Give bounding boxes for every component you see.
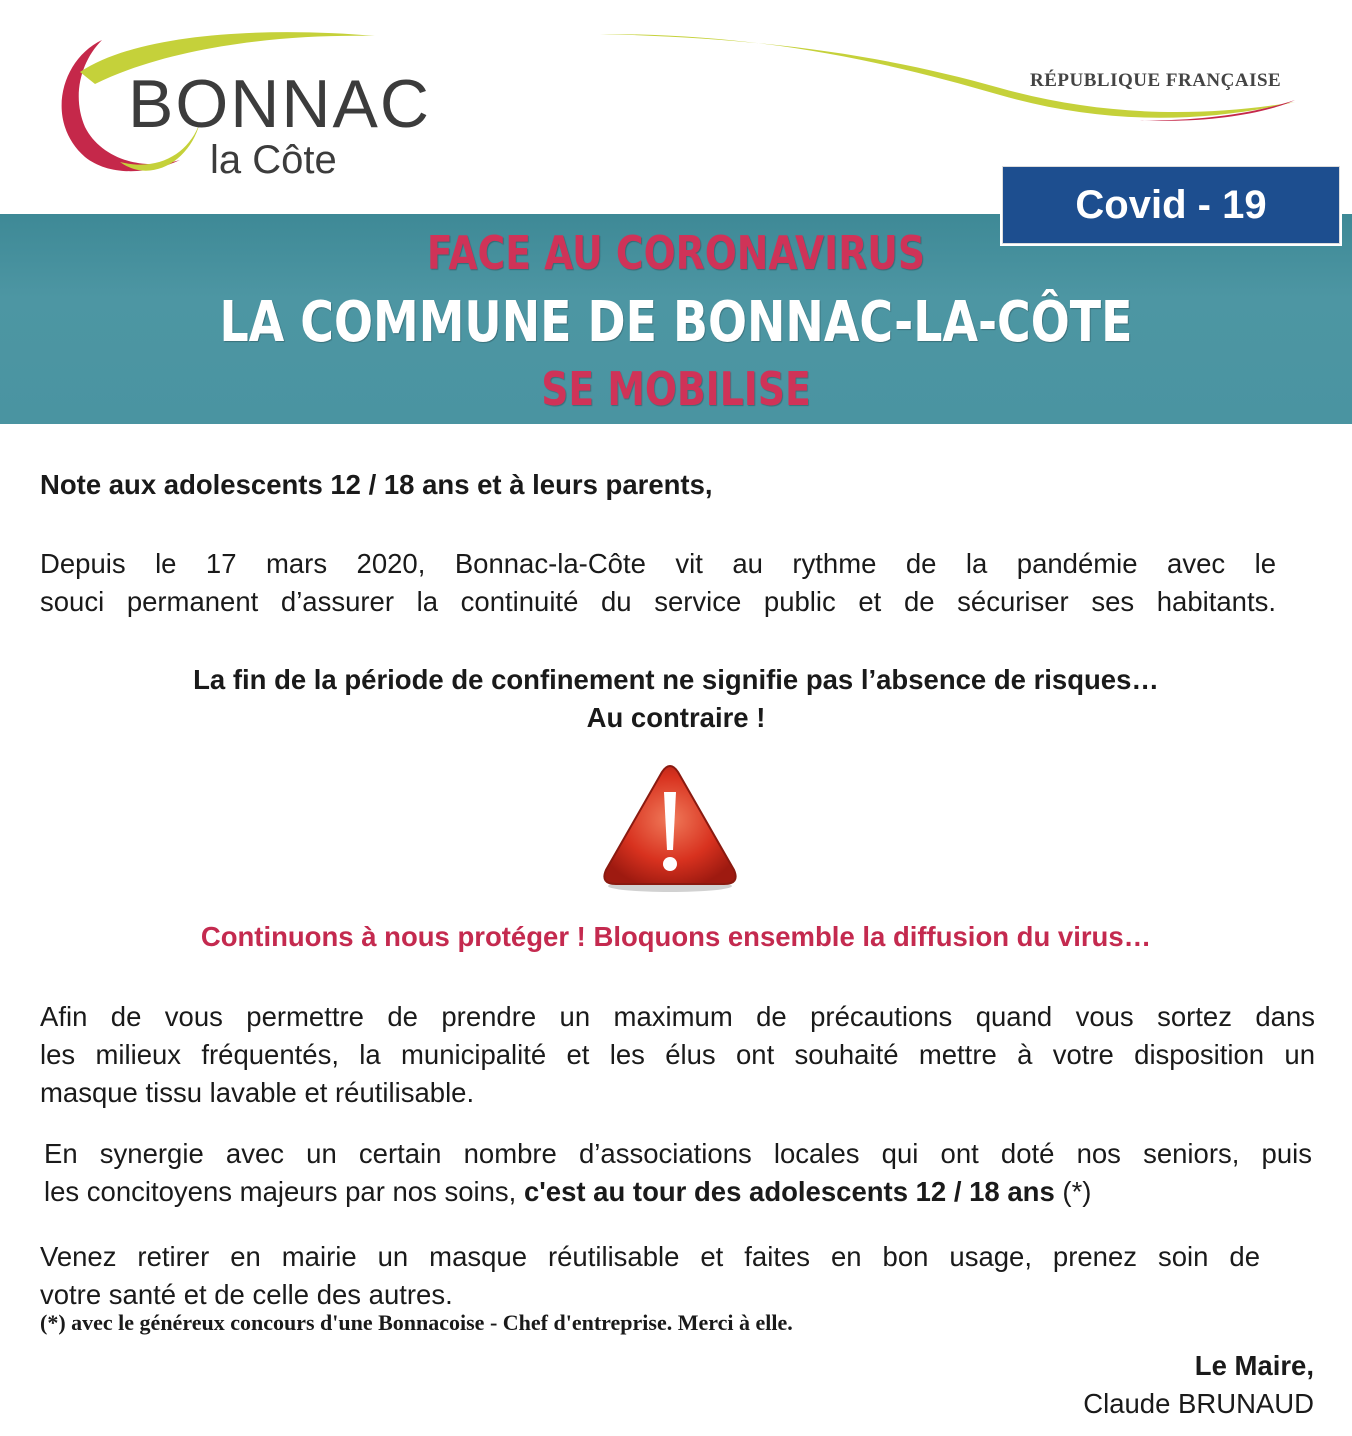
banner-line-1: FACE AU CORONAVIRUS xyxy=(426,226,926,280)
mask-line-1: Afin de vous permettre de prendre un maximum de précautions quand vous sortez dans xyxy=(40,1001,1315,1032)
warning-line-2: Au contraire ! xyxy=(586,702,766,733)
mask-paragraph xyxy=(40,998,1315,1112)
footnote: (*) avec le généreux concours d'une Bonnacoise - Chef d'entreprise. Merci à elle. xyxy=(40,1310,793,1335)
logo-subtitle: la Côte xyxy=(210,138,337,182)
banner-line-3: SE MOBILISE xyxy=(541,362,811,416)
intro-paragraph xyxy=(40,545,1276,621)
synergy-line-2-end: (*) xyxy=(1054,1176,1092,1207)
mask-line-2: les milieux fréquentés, la municipalité et les élus ont souhaité mettre à votre disposition un xyxy=(40,1039,1315,1070)
synergy-line-2-bold: c'est au tour des adolescents 12 / 18 ans xyxy=(523,1176,1055,1207)
intro-line-2: souci permanent d’assurer la continuité du service public et de sécuriser ses habitants. xyxy=(40,586,1276,617)
pickup-paragraph xyxy=(40,1238,1260,1314)
banner-line-2: LA COMMUNE DE BONNAC-LA-CÔTE xyxy=(219,290,1133,355)
signature-title: Le Maire, xyxy=(1194,1350,1314,1381)
salutation: Note aux adolescents 12 / 18 ans et à leurs parents, xyxy=(40,469,713,500)
call-to-action: Continuons à nous protéger ! Bloquons ensemble la diffusion du virus… xyxy=(200,921,1152,952)
synergy-line-2 xyxy=(44,1173,1312,1211)
covid-badge: Covid - 19 xyxy=(1002,166,1340,244)
signature-name: Claude BRUNAUD xyxy=(1083,1388,1314,1419)
pickup-line-1: Venez retirer en mairie un masque réutilisable et faites en bon usage, prenez soin de xyxy=(40,1241,1260,1272)
commune-logo xyxy=(40,22,431,192)
synergy-paragraph xyxy=(44,1135,1312,1211)
warning-line-1: La fin de la période de confinement ne signifie pas l’absence de risques… xyxy=(193,664,1159,695)
mask-line-3: masque tissu lavable et réutilisable. xyxy=(40,1077,475,1108)
warning-triangle-icon xyxy=(600,762,740,894)
republique-francaise-label: RÉPUBLIQUE FRANÇAISE xyxy=(1030,70,1282,91)
logo-name: BONNAC xyxy=(128,66,431,142)
synergy-line-1: En synergie avec un certain nombre d’associations locales qui ont doté nos seniors, puis xyxy=(44,1138,1312,1169)
synergy-line-2-start: les concitoyens majeurs par nos soins, xyxy=(44,1176,524,1207)
intro-line-1: Depuis le 17 mars 2020, Bonnac-la-Côte vit au rythme de la pandémie avec le xyxy=(40,548,1276,579)
pickup-line-2: votre santé et de celle des autres. xyxy=(40,1279,453,1310)
signature xyxy=(1083,1347,1314,1423)
warning-statement xyxy=(0,661,1352,737)
